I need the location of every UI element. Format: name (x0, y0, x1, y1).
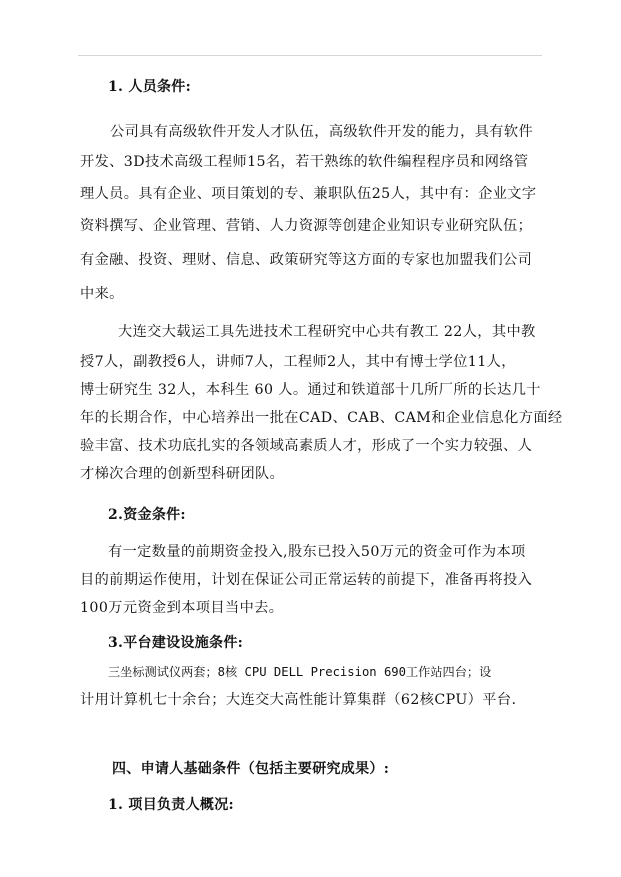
paragraph-line: 有金融、投资、理财、信息、政策研究等这方面的专家也加盟我们公司 (80, 252, 533, 268)
paragraph-line: 计用计算机七十余台；大连交大高性能计算集群（62核CPU）平台. (80, 692, 517, 708)
paragraph-line: 公司具有高级软件开发人才队伍，高级软件开发的能力，具有软件 (110, 124, 534, 140)
section-heading-funding: 2.资金条件: (108, 507, 186, 523)
paragraph-line: 大连交大载运工具先进技术工程研究中心共有教工 22人，其中教 (118, 324, 536, 340)
paragraph-line: 目的前期运作使用，计划在保证公司正常运转的前提下，准备再将投入 (80, 572, 533, 588)
section-heading-applicant: 四、申请人基础条件（包括主要研究成果）: (112, 761, 390, 777)
section-heading-platform: 3.平台建设设施条件: (108, 635, 244, 651)
paragraph-line: 三坐标测试仪两套；8核 CPU DELL Precision 690工作站四台；设 (108, 665, 492, 679)
sub-heading-project-leader: 1. 项目负责人概况: (108, 797, 234, 813)
header-rule (78, 55, 542, 56)
paragraph-line: 100万元资金到本项目当中去。 (80, 600, 284, 616)
paragraph-line: 验丰富、技术功底扎实的各领域高素质人才，形成了一个实力较强、人 (80, 438, 533, 454)
paragraph-line: 中来。 (80, 286, 124, 302)
section-heading-personnel: 1. 人员条件: (108, 79, 192, 95)
paragraph-line: 授7人，副教授6人，讲师7人，工程师2人，其中有博士学位11人， (80, 354, 516, 370)
paragraph-line: 博士研究生 32人，本科生 60 人。通过和铁道部十几所厂所的长达几十 (80, 382, 541, 398)
paragraph-line: 才梯次合理的创新型科研团队。 (80, 466, 285, 482)
paragraph-line: 开发、3D技术高级工程师15名，若干熟练的软件编程程序员和网络管 (80, 154, 529, 170)
paragraph-line: 年的长期合作，中心培养出一批在CAD、CAB、CAM和企业信息化方面经 (80, 410, 563, 426)
paragraph-line: 资料撰写、企业管理、营销、人力资源等创建企业知识专业研究队伍； (80, 218, 533, 234)
paragraph-line: 理人员。具有企业、项目策划的专、兼职队伍25人，其中有：企业文字 (80, 186, 537, 202)
paragraph-line: 有一定数量的前期资金投入,股东已投入50万元的资金可作为本项 (108, 544, 526, 560)
